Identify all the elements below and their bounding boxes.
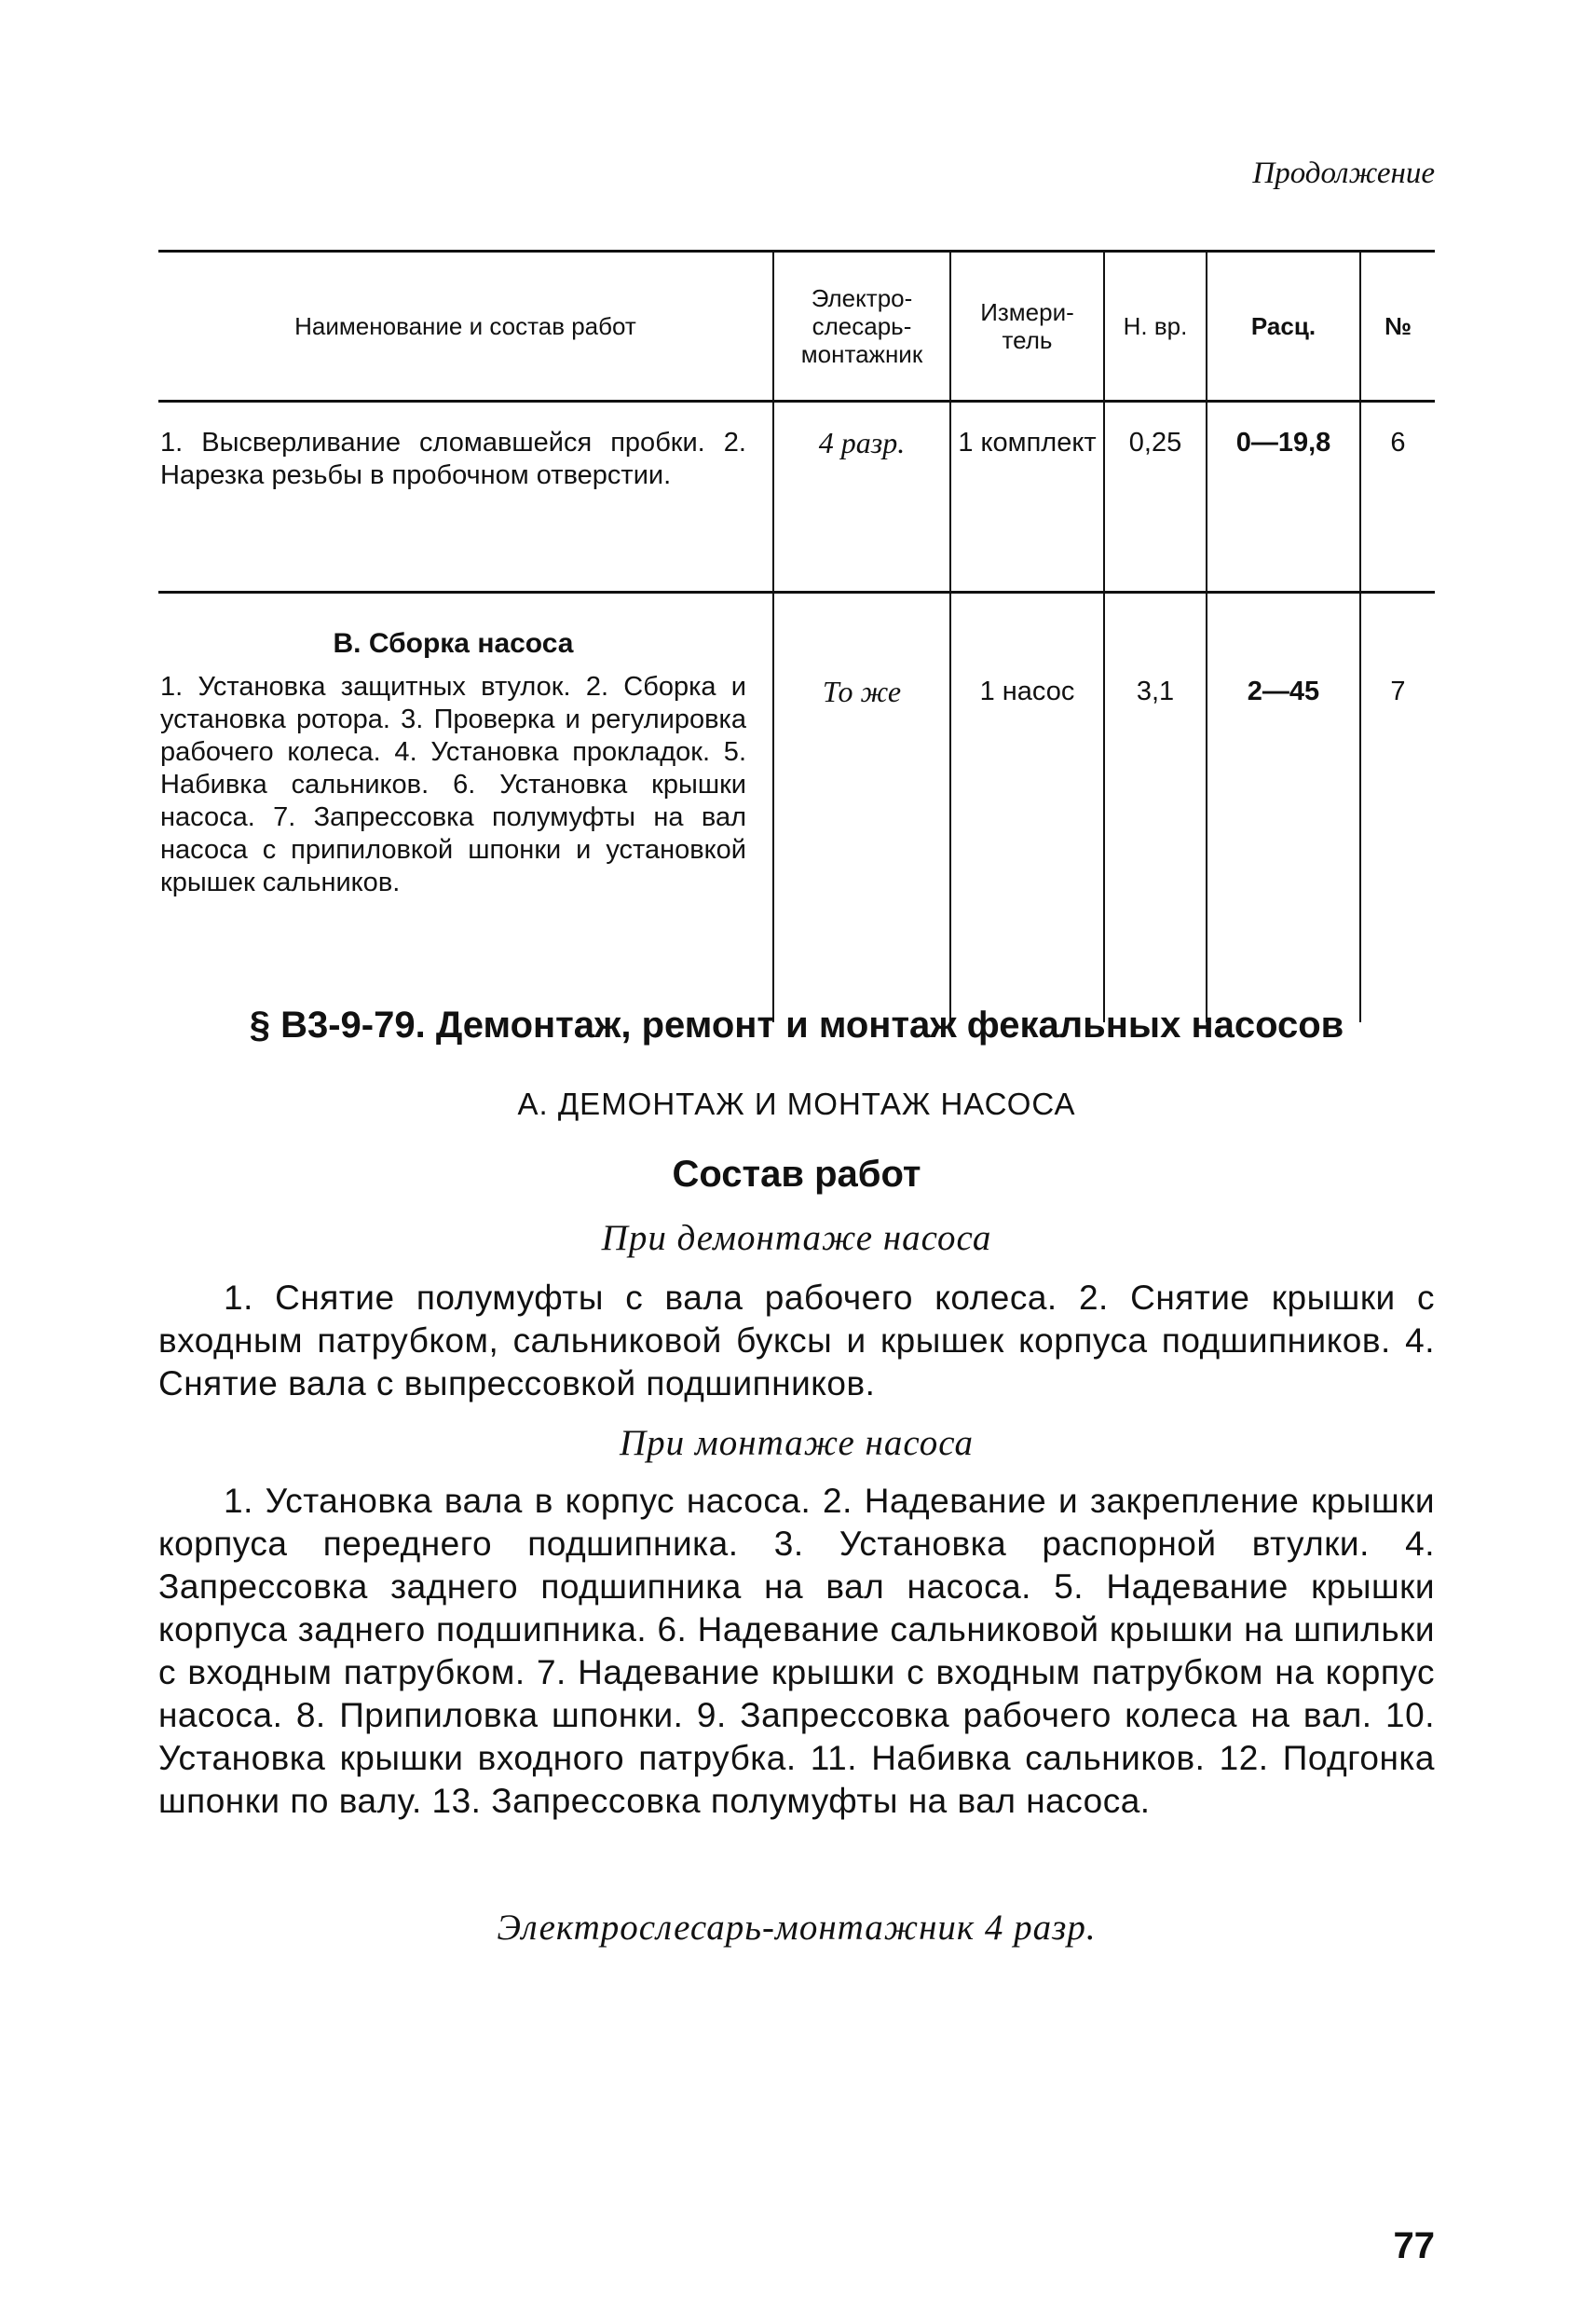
row-description-text: 1. Установка защитных втулок. 2. Сборка и установка ротора. 3. Проверка и регулировка рабочего колеса. 4. Установка прокладок. 5. Набивка сальников. 6. Установка крышки насоса. 7. Запрессовка полумуфты на вал насоса с припиловкой шпонки и установкой крышек сальников. (160, 672, 746, 897)
col-header-unit: Измери- тель (950, 252, 1104, 402)
mount-heading: При монтаже насоса (619, 1423, 975, 1463)
row-worker: То же (773, 593, 950, 1023)
row-rate: 0—19,8 (1207, 402, 1360, 593)
norms-table (158, 250, 1435, 1022)
worker-note: Электрослесарь-монтажник 4 разр. (497, 1908, 1097, 1948)
row-unit: 1 насос (950, 593, 1104, 1023)
dismantle-heading: При демонтаже насоса (601, 1218, 992, 1258)
row-rate: 2—45 (1207, 593, 1360, 1023)
page-number: 77 (1393, 2225, 1435, 2266)
section-part-title: А. ДЕМОНТАЖ И МОНТАЖ НАСОСА (517, 1087, 1076, 1121)
row-description (158, 593, 773, 1023)
mount-paragraph: 1. Установка вала в корпус насоса. 2. Надевание и закрепление крышки корпуса переднего подшипника. 3. Установка распорной втулки. 4. Запрессовка заднего подшипника на вал насоса. 5. Надевание крышки корпуса заднего подшипника. 6. Надевание сальниковой крышки на шпильки с входным патрубком. 7. Надевание крышки с входным патрубком на корпус насоса. 8. Припиловка шпонки. 9. Запрессовка рабочего колеса на вал. 10. Установка крышки входного патрубка. 11. Набивка сальников. 12. Подгонка шпонки по валу. 13. Запрессовка полумуфты на вал насоса. (158, 1482, 1435, 1820)
row-norm: 0,25 (1104, 402, 1207, 593)
col-header-work: Наименование и состав работ (294, 312, 636, 340)
dismantle-paragraph: 1. Снятие полумуфты с вала рабочего колеса. 2. Снятие крышки с входным патрубком, сальниковой буксы и крышек корпуса подшипников. 4. Снятие вала с выпрессовкой подшипников. (158, 1279, 1435, 1402)
row-unit: 1 комплект (950, 402, 1104, 593)
table-header-row (158, 252, 1435, 402)
continued-label: Продолжение (1252, 157, 1435, 190)
table-row (158, 402, 1435, 593)
col-header-worker: Электро- слесарь- монтажник (773, 252, 950, 402)
row-norm: 3,1 (1104, 593, 1207, 1023)
row-num: 7 (1360, 593, 1435, 1023)
row-section-heading: В. Сборка насоса (333, 628, 574, 659)
col-header-rate: Расц. (1207, 252, 1360, 402)
composition-heading: Состав работ (672, 1154, 921, 1195)
row-num: 6 (1360, 402, 1435, 593)
row-description: 1. Высверливание сломавшейся пробки. 2. Нарезка резьбы в пробочном отверстии. (160, 428, 746, 490)
row-worker: 4 разр. (773, 402, 950, 593)
col-header-num: № (1360, 252, 1435, 402)
section-title: § В3-9-79. Демонтаж, ремонт и монтаж фекальных насосов (249, 1005, 1344, 1046)
table-row (158, 593, 1435, 1023)
col-header-norm: Н. вр. (1104, 252, 1207, 402)
